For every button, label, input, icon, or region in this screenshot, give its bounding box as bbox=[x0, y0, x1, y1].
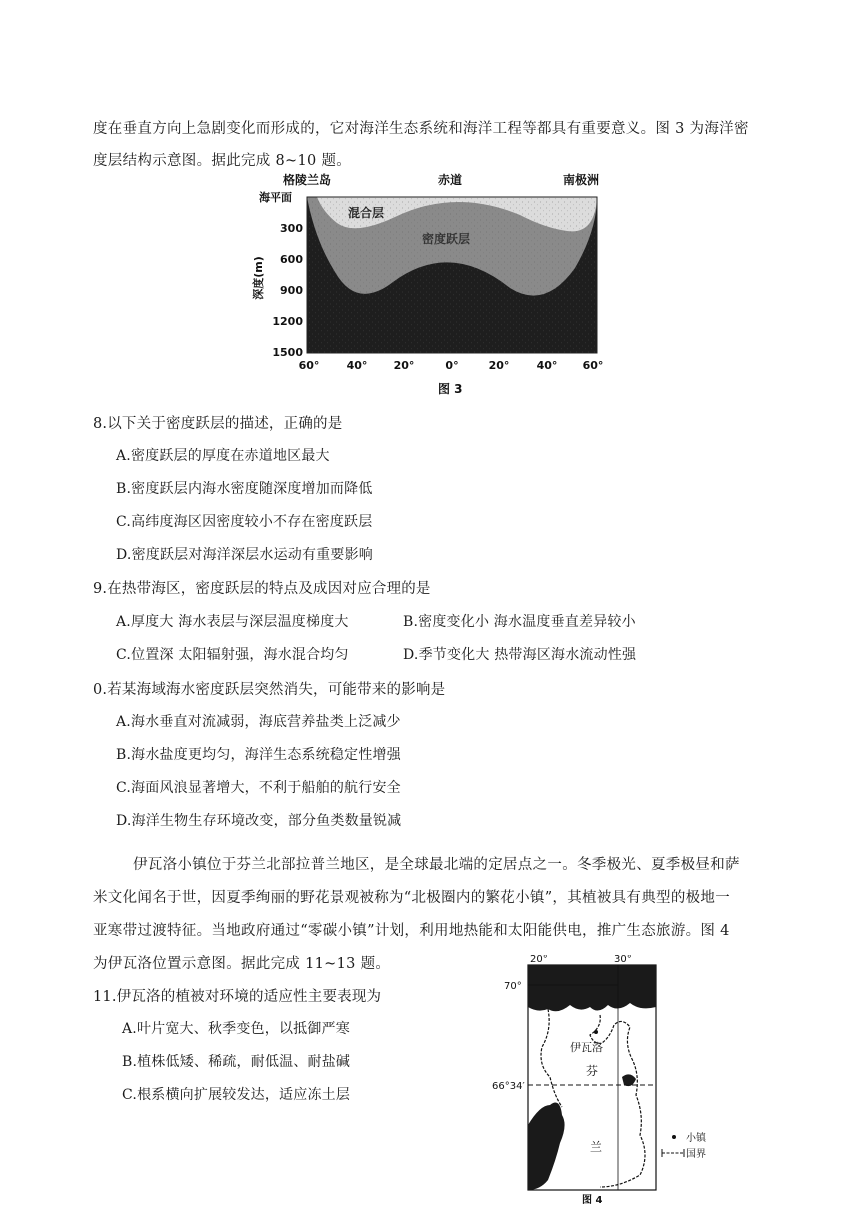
lat-tick: 40° bbox=[346, 359, 368, 372]
question-8-option-c: C.高纬度海区因密度较小不存在密度跃层 bbox=[116, 514, 373, 530]
arctic-ocean bbox=[528, 965, 656, 1011]
passage-2-line-4: 为伊瓦洛位置示意图。据此完成 11~13 题。 bbox=[93, 956, 391, 972]
passage-2-line-3: 亚寒带过渡特征。当地政府通过“零碳小镇”计划，利用地热能和太阳能供电，推广生态旅游。图 4 bbox=[93, 923, 730, 939]
lat-tick: 0° bbox=[445, 359, 459, 372]
texture-overlay bbox=[307, 197, 597, 353]
question-9-option-a: A.厚度大 海水表层与深层温度梯度大 bbox=[116, 614, 349, 630]
figure-4-ivalo-location-map bbox=[490, 955, 740, 1205]
question-8-stem: 8.以下关于密度跃层的描述，正确的是 bbox=[93, 416, 343, 432]
intro-line-2: 度层结构示意图。据此完成 8~10 题。 bbox=[93, 153, 352, 169]
question-10-option-d: D.海洋生物生存环境改变，部分鱼类数量锐减 bbox=[116, 813, 402, 829]
question-11-stem: 11.伊瓦洛的植被对环境的适应性主要表现为 bbox=[93, 989, 382, 1005]
ivalo-town-marker bbox=[594, 1030, 598, 1034]
passage-2-line-2: 米文化闻名于世，因夏季绚丽的野花景观被称为“北极圈内的繁花小镇”，其植被具有典型的极地一 bbox=[93, 890, 731, 906]
legend-border-icon bbox=[662, 1149, 684, 1157]
pycnocline-label: 密度跃层 bbox=[422, 232, 471, 246]
lat-tick: 20° bbox=[488, 359, 510, 372]
question-11-option-a: A.叶片宽大、秋季变色，以抵御严寒 bbox=[122, 1021, 350, 1037]
mixed-layer-label: 混合层 bbox=[348, 206, 385, 220]
question-8-option-d: D.密度跃层对海洋深层水运动有重要影响 bbox=[116, 547, 373, 563]
lat-label-70: 70° bbox=[504, 981, 522, 992]
legend-border-label: 国界 bbox=[686, 1149, 706, 1160]
depth-tick-900: 900 bbox=[280, 284, 303, 297]
sea-level-label: 海平面 bbox=[259, 191, 292, 204]
lon-label-30: 30° bbox=[614, 955, 632, 965]
location-label-equator: 赤道 bbox=[438, 173, 463, 187]
intro-line-1: 度在垂直方向上急剧变化而形成的，它对海洋生态系统和海洋工程等都具有重要意义。图 3 为海洋密 bbox=[93, 121, 749, 137]
lon-label-20: 20° bbox=[530, 955, 548, 965]
question-10-option-a: A.海水垂直对流减弱，海底营养盐类上泛减少 bbox=[116, 714, 401, 730]
question-8-option-a: A.密度跃层的厚度在赤道地区最大 bbox=[116, 448, 330, 464]
location-label-greenland: 格陵兰岛 bbox=[283, 173, 332, 187]
passage-2-line-1: 伊瓦洛小镇位于芬兰北部拉普兰地区，是全球最北端的定居点之一。冬季极光、夏季极昼和萨 bbox=[133, 857, 740, 873]
question-10-stem: 0.若某海域海水密度跃层突然消失，可能带来的影响是 bbox=[93, 682, 446, 698]
depth-tick-1500: 1500 bbox=[272, 346, 303, 359]
lat-tick: 60° bbox=[298, 359, 320, 372]
depth-tick-600: 600 bbox=[280, 253, 303, 266]
depth-axis-label: 深度(m) bbox=[252, 256, 265, 300]
country-char-fen: 芬 bbox=[586, 1064, 599, 1078]
question-10-option-c: C.海面风浪显著增大，不利于船舶的航行安全 bbox=[116, 780, 401, 796]
location-label-antarctica: 南极洲 bbox=[563, 173, 600, 187]
legend-town-label: 小镇 bbox=[686, 1133, 706, 1144]
question-9-option-c: C.位置深 太阳辐射强，海水混合均匀 bbox=[116, 647, 349, 663]
question-11-option-b: B.植株低矮、稀疏，耐低温、耐盐碱 bbox=[122, 1054, 351, 1070]
question-10-option-b: B.海水盐度更均匀，海洋生态系统稳定性增强 bbox=[116, 747, 401, 763]
figure-3-density-layer-diagram bbox=[245, 170, 615, 400]
ivalo-label: 伊瓦洛 bbox=[570, 1041, 603, 1054]
figure-3-caption: 图 3 bbox=[438, 382, 463, 396]
question-11-option-c: C.根系横向扩展较发达，适应冻土层 bbox=[122, 1087, 351, 1103]
depth-tick-300: 300 bbox=[280, 222, 303, 235]
lat-tick: 20° bbox=[393, 359, 415, 372]
depth-tick-1200: 1200 bbox=[272, 315, 303, 328]
question-8-option-b: B.密度跃层内海水密度随深度增加而降低 bbox=[116, 481, 373, 497]
lat-label-arctic-circle: 66°34′ bbox=[492, 1081, 525, 1092]
question-9-option-b: B.密度变化小 海水温度垂直差异较小 bbox=[403, 614, 636, 630]
country-char-lan: 兰 bbox=[590, 1140, 603, 1154]
lat-tick: 60° bbox=[582, 359, 604, 372]
question-9-stem: 9.在热带海区，密度跃层的特点及成因对应合理的是 bbox=[93, 581, 431, 597]
question-9-option-d: D.季节变化大 热带海区海水流动性强 bbox=[403, 647, 637, 663]
figure-4-caption: 图 4 bbox=[582, 1195, 603, 1205]
lat-tick: 40° bbox=[536, 359, 558, 372]
legend-town-icon bbox=[672, 1135, 676, 1139]
